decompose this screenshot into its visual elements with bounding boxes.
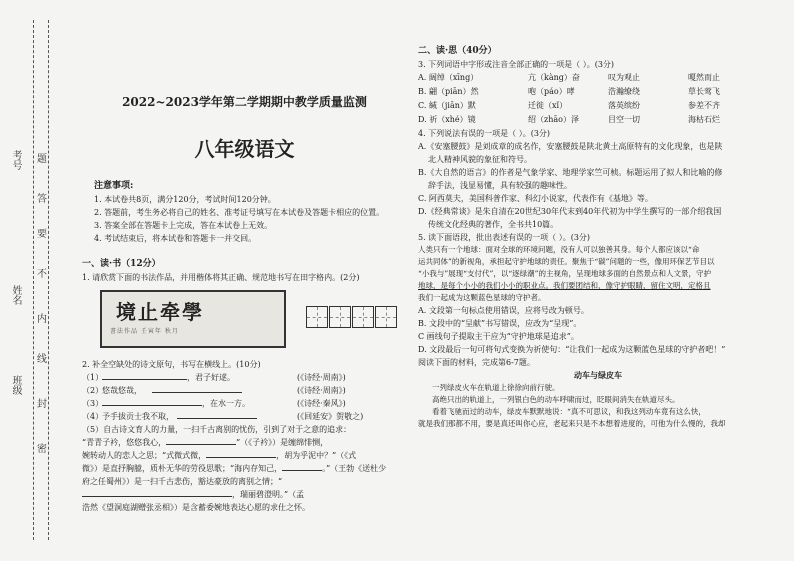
q4-option[interactable]: C. 阿西莫夫，美国科普作家、科幻小说家，代表作有《基地》等。 <box>418 194 653 203</box>
section1-heading: 一、读·书（12分） <box>82 259 161 269</box>
reading-intro: 阅读下面的材料，完成第6-7题。 <box>418 358 535 367</box>
option-cell: 参差不齐 <box>688 101 720 110</box>
tianzige-box-4[interactable] <box>375 306 397 328</box>
question-1: 1. 请欣赏下面的书法作品，并用楷体将其正确、规范地书写在田字格内。(2分) <box>82 273 360 282</box>
option-cell: 海枯石烂 <box>688 115 720 124</box>
label-class: 班级 <box>10 375 21 395</box>
seal-char: 题 <box>37 154 47 165</box>
fill-line-2 <box>82 384 407 397</box>
question-2-block <box>82 358 407 514</box>
q4-option-cont: 北人精神风貌的象征和符号。 <box>428 155 532 164</box>
q3-option-d[interactable] <box>418 113 778 127</box>
section1-header <box>82 258 407 284</box>
q5-text: “青青子衿，悠悠我心， <box>82 438 167 447</box>
option-cell: 叹为观止 <box>608 73 640 82</box>
q5-text: 微》）是直抒胸臆，质朴无华的劳役思歌；“海内存知己， <box>82 464 283 473</box>
fill-text: ，君子好逑。 <box>187 373 235 382</box>
q5-line-5 <box>82 488 407 501</box>
seal-char: 要 <box>37 229 47 240</box>
article-line: 看着飞驰而过的动车，绿皮车默默地说：“真不可思议，和我这列动车竟有这么快， <box>432 407 706 416</box>
tianzige-box-2[interactable] <box>329 306 351 328</box>
note-item: 3. 答案全部在答题卡上完成，答在本试卷上无效。 <box>94 221 273 230</box>
binding-strip <box>0 0 60 561</box>
q5-intro: （5）自古诗文育人的力量，一扫千古离别的忧伤，引到了对于之意的追求： <box>82 425 352 434</box>
q4-option-cont: 辞手法，浅显易懂，具有较强的趣味性。 <box>428 181 572 190</box>
right-column <box>418 45 778 555</box>
q5-line-3 <box>82 462 407 475</box>
note-item: 4. 考试结束后，将本试卷和答题卡一并交回。 <box>94 234 257 243</box>
answer-blank[interactable] <box>82 488 232 497</box>
seal-char: 密 <box>37 444 47 455</box>
q5-paragraph <box>418 244 778 304</box>
q5-text: 浩然《望洞庭湖赠张丞相》）是含蓄委婉地表达心愿的求仕之怀。 <box>82 503 310 512</box>
option-cell: 迁徙（xǐ） <box>528 101 568 110</box>
q5-text: 。”（王勃《送杜少 <box>322 464 387 473</box>
q5-para-line: 我们一起成为这颗蓝色星球的守护者。 <box>418 293 546 302</box>
question-4: 4. 下列说法有误的一项是（ ）。(3分) <box>418 129 551 138</box>
option-cell: 嗄然而止 <box>688 73 720 82</box>
q5-line-2 <box>82 449 407 462</box>
option-cell: C. 缄（jiān）默 <box>418 101 476 110</box>
q5-text: ”（《子衿》）是缠绵悱恻， <box>236 438 329 447</box>
option-cell: 落英缤纷 <box>608 101 640 110</box>
calligraphy-artwork <box>100 290 286 348</box>
q3-option-c[interactable] <box>418 99 778 113</box>
fill-text: 悠哉悠哉， <box>102 386 142 395</box>
fill-source: (《诗经·秦风》) <box>297 399 346 408</box>
option-cell: 目空一切 <box>608 115 640 124</box>
fill-num: （3） <box>82 399 104 408</box>
exam-title: 2022~2023学年第二学期期中教学质量监测 <box>122 95 367 109</box>
option-cell: 浩瀚缭绕 <box>608 87 640 96</box>
binding-line-inner <box>48 20 49 540</box>
option-cell: 草长莺飞 <box>688 87 720 96</box>
option-cell: 亢（kàng）奋 <box>528 73 580 82</box>
article-title: 动车与绿皮车 <box>574 370 622 380</box>
article-body <box>418 382 778 430</box>
seal-char: 答 <box>37 194 47 205</box>
option-cell: 咆（páo）哮 <box>528 87 575 96</box>
left-column <box>82 18 407 548</box>
option-cell: D. 祈（xhé）镜 <box>418 115 476 124</box>
note-item: 2. 答题前，考生务必将自己的姓名、准考证号填写在本试卷及答题卡相应的位置。 <box>94 208 385 217</box>
q3-options <box>418 71 778 127</box>
question-5: 5. 读下面语段，批出表述有误的一项（ ）。(3分) <box>418 233 591 242</box>
section2-heading: 二、读·思（40分） <box>418 46 497 56</box>
q5-para-line: 地球，是每个小小的我们小小的职业点。我们要团结和，像守护眼睛，留住文明，定格且 <box>418 281 711 290</box>
q4-option[interactable]: D.《经典常谈》是朱自清在20世纪30年代末到40年代初为中学生撰写的一部介绍我国 <box>418 207 722 216</box>
fill-line-3 <box>82 397 407 410</box>
fill-source: (《回延安》贺敬之) <box>297 412 364 421</box>
tianzige-box-1[interactable] <box>306 306 328 328</box>
q4-option[interactable]: B.《大自然的语言》的作者是气象学家、地理学家竺可桢。标题运用了拟人和比喻的修 <box>418 168 723 177</box>
q5-para-line: 人类只有一个地球：面对全球的环境问题，没有人可以独善其身。每个人都应该以“命 <box>418 245 700 254</box>
answer-blank[interactable] <box>166 436 236 445</box>
question-3: 3. 下列词语中字形或注音全部正确的一项是（ ）。(3分) <box>418 60 615 69</box>
seal-char: 不 <box>37 269 47 280</box>
notes-block <box>82 180 407 245</box>
option-cell: B. 翩（piān）然 <box>418 87 479 96</box>
q5-text: 府之任蜀州》）是一扫千古悲伤，豁达豪放的离别之情；“ <box>82 477 283 486</box>
seal-char: 封 <box>37 399 47 410</box>
calligraphy-text: 境止牵學 <box>116 300 204 324</box>
fill-num: （4） <box>82 412 104 421</box>
fill-num: （2） <box>82 386 104 395</box>
fill-text: ，在水一方。 <box>202 399 250 408</box>
notes-heading: 注意事项: <box>94 181 134 191</box>
fill-line-4 <box>82 410 407 423</box>
fill-num: （1） <box>82 373 104 382</box>
q5-para-line: 运共同体”的新视角，承担起守护地球的责任。聚焦于“碳”问题的一些，像用环保艺节目以 <box>418 257 715 266</box>
note-item: 1. 本试卷共8页，满分120分，考试时间120分钟。 <box>94 195 276 204</box>
tianzige-box-3[interactable] <box>352 306 374 328</box>
fill-line-1 <box>82 371 407 384</box>
option-cell: 绍（zhāo）泽 <box>528 115 579 124</box>
fill-text: 予手拔贡士我不取， <box>102 412 174 421</box>
answer-blank[interactable] <box>152 384 242 393</box>
seal-char: 线 <box>37 354 47 365</box>
answer-blank[interactable] <box>102 371 187 380</box>
q5-text: ，胡为乎泥中？”（《式 <box>276 451 357 460</box>
fill-source: (《诗经·周南》) <box>297 386 346 395</box>
binding-line-outer <box>33 20 34 540</box>
q5-line-1 <box>82 436 407 449</box>
q4-option[interactable]: A.《安塞腰鼓》是刘成章的成名作，安塞腰鼓是陕北黄土高原特有的文化现象，也是陕 <box>418 142 723 151</box>
q5-text: ，瑞丽碧澄明。”（孟 <box>232 490 305 499</box>
q5-option[interactable]: A. 文段第一句标点使用错误，应将号改为顿号。 <box>418 306 589 315</box>
answer-blank[interactable] <box>206 449 276 458</box>
article-line: 就是我们那都不用，要是真还叫你心应，老起来只是不本想着进度的，可他为什么慢的，我却 <box>418 419 726 428</box>
subject-title: 八年级语文 <box>194 137 295 161</box>
answer-blank[interactable] <box>282 462 322 471</box>
seal-char: 内 <box>37 314 47 325</box>
q5-text: 婉转动人的恋人之思；“式微式微， <box>82 451 207 460</box>
answer-blank[interactable] <box>177 410 257 419</box>
q3-option-b[interactable] <box>418 85 778 99</box>
label-exam-number: 考号 <box>10 150 21 170</box>
answer-blank[interactable] <box>102 397 202 406</box>
q5-option[interactable]: D. 文段最后一句可将句式变换为祈使句：“让我们一起成为这颗蓝色星球的守护者吧！” <box>418 345 726 354</box>
fill-source: (《诗经·周南》) <box>297 373 346 382</box>
label-name: 姓名 <box>10 285 21 305</box>
q5-option[interactable]: C 画线句子提取主干应为“守护地球是追求”。 <box>418 332 579 341</box>
q5-option[interactable]: B. 文段中的“呈献”书写错误，应改为“呈现”。 <box>418 319 582 328</box>
q3-option-a[interactable] <box>418 71 778 85</box>
question-2: 2. 补全空缺处的诗文原句，书写在横线上。(10分) <box>82 360 261 369</box>
calligraphy-inscription: 書法作品 壬寅年 秋月 <box>110 328 179 335</box>
option-cell: A. 阔绰（xīng） <box>418 73 479 82</box>
article-line: 一列绿皮火车在轨道上徐徐向前行驶。 <box>432 383 560 392</box>
q4-option-cont: 传统文化经典的著作，全书共10篇。 <box>428 220 559 229</box>
q5-para-line: “小我与”展现“支付代”，以“逐绿潮”的主视角，呈现地球多面的自然景点和人文景，守护 <box>418 269 712 278</box>
article-line: 高绝只出的轨道上，一列银白色的动车呼啸而过，眨眼间消失在轨道尽头。 <box>432 395 680 404</box>
